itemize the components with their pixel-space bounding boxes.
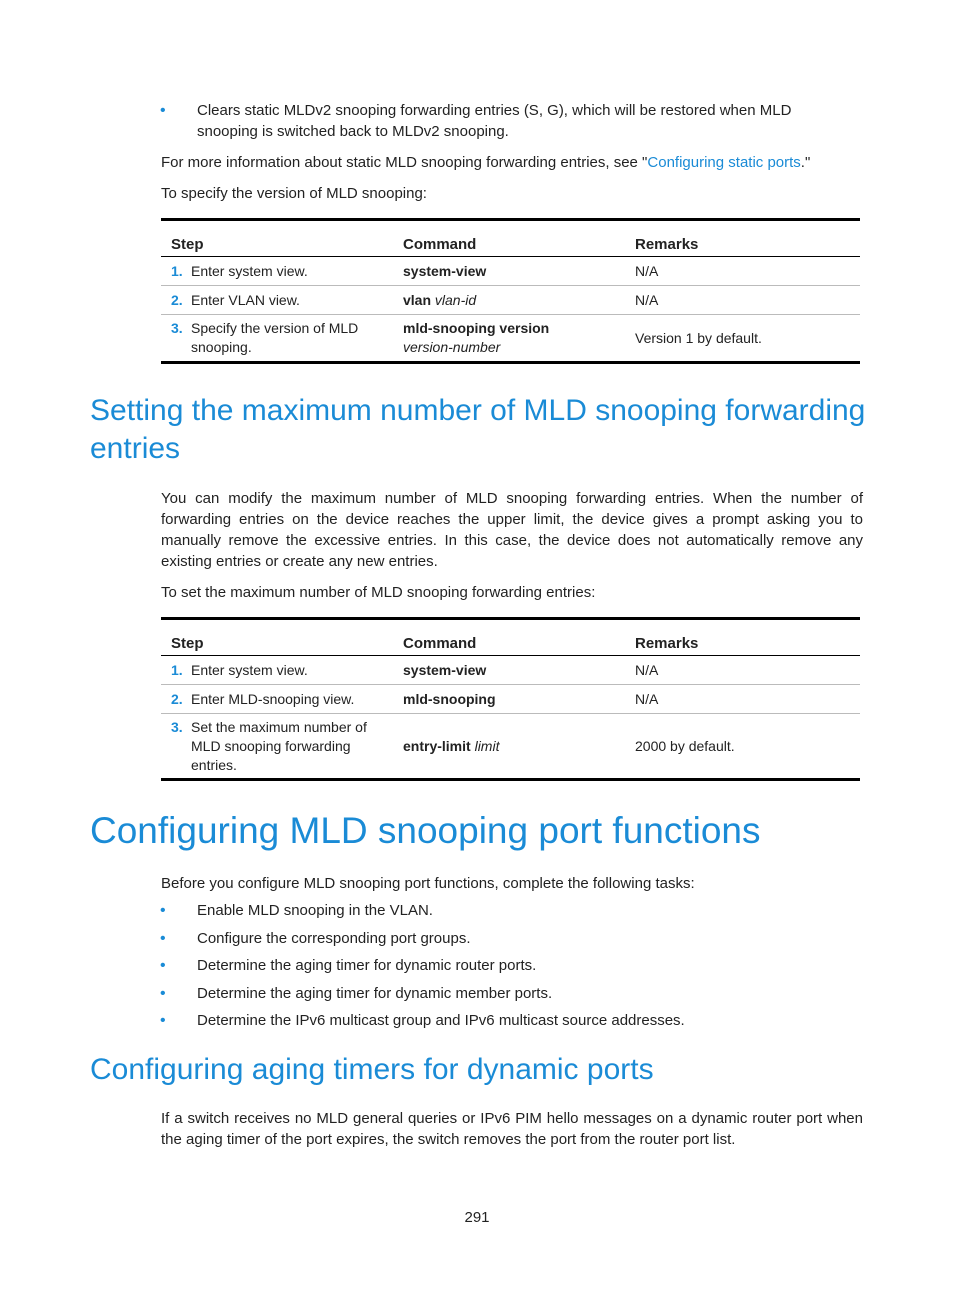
command-keyword: vlan — [403, 291, 432, 308]
step-number: 2. — [171, 690, 183, 707]
table-row — [161, 257, 860, 286]
step-text: Enter system view. — [191, 262, 308, 279]
configuring-static-ports-link[interactable]: Configuring static ports — [647, 154, 801, 171]
command-keyword: system-view — [403, 661, 487, 678]
step-number: 3. — [171, 320, 183, 336]
command-argument: vlan-id — [434, 291, 477, 308]
remarks-cell: N/A — [635, 661, 659, 678]
step-text: Enter MLD-snooping view. — [191, 690, 355, 707]
bullet-icon: • — [160, 902, 166, 919]
more-info-suffix: ." — [800, 154, 811, 171]
step-text: Specify the version of MLD snooping. — [191, 320, 359, 355]
command-keyword: mld-snooping — [403, 690, 496, 707]
heading-line: Setting the maximum number of MLD snooping forwarding — [90, 394, 866, 427]
bullet-icon: • — [160, 985, 166, 1002]
chapter-title: Configuring MLD snooping port functions — [90, 810, 761, 851]
step-text: Enter VLAN view. — [191, 291, 300, 308]
header-remarks: Remarks — [635, 635, 699, 652]
specify-intro: To specify the version of MLD snooping: — [161, 185, 427, 202]
max-entries-paragraph: You can modify the maximum number of MLD snooping forwarding entries. When the number of forwarding entries on the device reaches the upper limit, the device gives a prompt asking you to manually remove the excessive entries. In this case, the device does not automatically remove any existing entries or create any new entries. — [161, 490, 863, 570]
table-header-row — [161, 619, 860, 656]
remarks-cell: N/A — [635, 262, 659, 279]
bullet-icon: • — [160, 930, 166, 947]
page-number: 291 — [464, 1209, 490, 1226]
command-keyword: system-view — [403, 262, 487, 279]
header-remarks: Remarks — [635, 236, 699, 253]
chapter-intro: Before you configure MLD snooping port functions, complete the following tasks: — [161, 875, 695, 892]
bullet-line: Clears static MLDv2 snooping forwarding entries (S, G), which will be restored when MLD — [197, 102, 792, 119]
section-heading-max-entries — [90, 392, 910, 468]
bullet-icon: • — [160, 102, 166, 119]
step-number: 1. — [171, 262, 183, 279]
aging-timers-paragraph: If a switch receives no MLD general queries or IPv6 PIM hello messages on a dynamic router port when the aging timer of the port expires, the switch removes the port from the router port list. — [161, 1110, 863, 1148]
bullet-text: Determine the aging timer for dynamic member ports. — [197, 985, 553, 1002]
command-keyword: entry-limit — [403, 737, 471, 754]
bullet-text: Configure the corresponding port groups. — [197, 930, 471, 947]
bullet-text: Enable MLD snooping in the VLAN. — [197, 902, 433, 919]
table-row — [161, 685, 860, 714]
bullet-text: Determine the aging timer for dynamic router ports. — [197, 957, 537, 974]
command-keyword: mld-snooping version — [403, 320, 550, 336]
section-heading-aging-timers: Configuring aging timers for dynamic ports — [90, 1053, 654, 1086]
remarks-cell: N/A — [635, 690, 659, 707]
more-info-prefix: For more information about static MLD snooping forwarding entries, see " — [161, 154, 648, 171]
entry-limit-table — [161, 617, 860, 781]
command-argument: limit — [474, 737, 500, 754]
table-row — [161, 656, 860, 685]
bullet-line: snooping is switched back to MLDv2 snooping. — [197, 123, 509, 140]
table-row — [161, 714, 860, 780]
table-row — [161, 286, 860, 315]
bullet-text — [197, 100, 857, 142]
more-info-paragraph — [161, 152, 810, 173]
remarks-cell: 2000 by default. — [635, 737, 735, 754]
header-command: Command — [403, 635, 477, 652]
command-argument: version-number — [403, 339, 501, 355]
header-step: Step — [171, 236, 204, 253]
step-number: 2. — [171, 291, 183, 308]
version-table — [161, 218, 860, 364]
header-step: Step — [171, 635, 204, 652]
remarks-cell: Version 1 by default. — [635, 329, 762, 346]
bullet-icon: • — [160, 1012, 166, 1029]
step-number: 3. — [171, 718, 183, 735]
remarks-cell: N/A — [635, 291, 659, 308]
bullet-text: Determine the IPv6 multicast group and IPv6 multicast source addresses. — [197, 1012, 685, 1029]
heading-line: entries — [90, 432, 181, 465]
bullet-icon: • — [160, 957, 166, 974]
step-text: Set the maximum number of MLD snooping forwarding entries. — [191, 718, 367, 773]
max-entries-intro: To set the maximum number of MLD snooping forwarding entries: — [161, 584, 596, 601]
table-header-row — [161, 220, 860, 257]
table-row — [161, 315, 860, 363]
step-text: Enter system view. — [191, 661, 308, 678]
step-number: 1. — [171, 661, 183, 678]
header-command: Command — [403, 236, 477, 253]
